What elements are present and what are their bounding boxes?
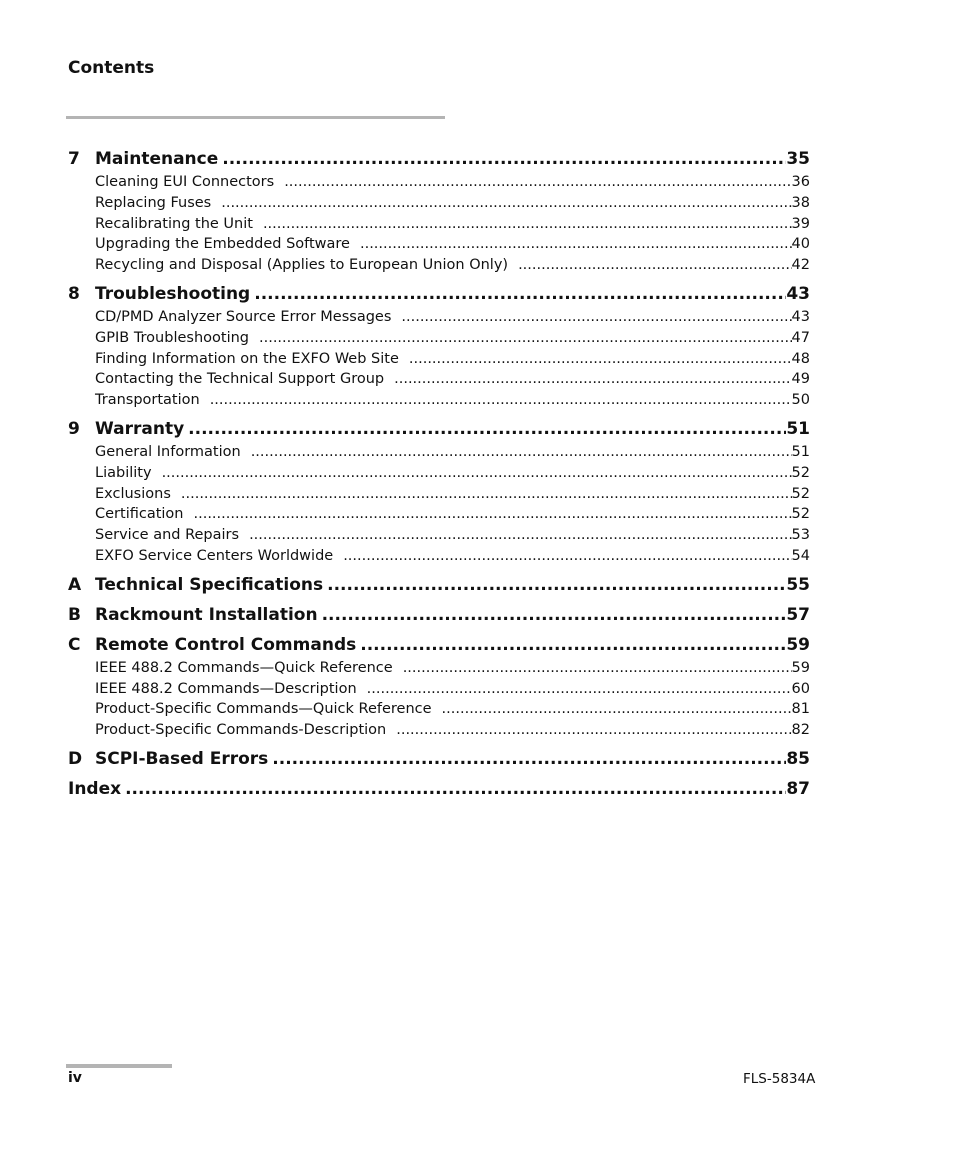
page-title: Contents <box>68 58 155 78</box>
toc-chapter <box>68 778 810 801</box>
toc-chapter-entry[interactable] <box>68 748 810 771</box>
chapter-number: D <box>68 748 83 769</box>
dot-leader <box>162 463 792 484</box>
section-page-number: 49 <box>791 371 810 388</box>
dot-leader <box>263 214 792 235</box>
toc-chapter-entry[interactable] <box>68 283 810 306</box>
section-title: EXFO Service Centers Worldwide <box>95 547 334 564</box>
toc-section-entry[interactable] <box>68 679 810 700</box>
section-page-number: 52 <box>791 506 810 523</box>
dot-leader <box>409 349 792 370</box>
toc-section-entry[interactable] <box>68 369 810 390</box>
section-page-number: 52 <box>791 464 810 481</box>
dot-leader <box>272 748 786 771</box>
section-title: Certification <box>95 506 184 523</box>
chapter-page-number: 85 <box>786 748 810 769</box>
section-page-number: 50 <box>791 392 810 409</box>
dot-leader <box>322 604 787 627</box>
dot-leader <box>249 525 791 546</box>
toc-section-entry[interactable] <box>68 349 810 370</box>
chapter-number: C <box>68 634 81 655</box>
chapter-page-number: 59 <box>786 634 810 655</box>
chapter-title: Troubleshooting <box>95 283 251 304</box>
chapter-number: A <box>68 574 82 595</box>
toc-section-list <box>68 658 810 741</box>
section-title: Upgrading the Embedded Software <box>95 236 350 253</box>
section-title: CD/PMD Analyzer Source Error Messages <box>95 308 392 325</box>
toc-section-entry[interactable] <box>68 328 810 349</box>
dot-leader <box>210 390 792 411</box>
chapter-title: Maintenance <box>95 149 219 169</box>
toc-section-entry[interactable] <box>68 255 810 276</box>
section-title: Liability <box>95 464 152 481</box>
toc-section-entry[interactable] <box>68 720 810 741</box>
toc-section-entry[interactable] <box>68 699 810 720</box>
dot-leader <box>367 679 792 700</box>
section-title: Contacting the Technical Support Group <box>95 371 385 388</box>
section-title: Exclusions <box>95 485 171 502</box>
section-title: GPIB Troubleshooting <box>95 329 249 346</box>
section-page-number: 39 <box>791 215 810 232</box>
toc-section-entry[interactable] <box>68 214 810 235</box>
dot-leader <box>251 442 792 463</box>
dot-leader <box>518 255 791 276</box>
section-title: General Information <box>95 443 241 460</box>
chapter-number: 8 <box>68 283 80 304</box>
section-page-number: 59 <box>791 659 810 676</box>
header-divider <box>66 116 445 119</box>
section-title: Recycling and Disposal (Applies to European Union Only) <box>95 257 509 274</box>
dot-leader <box>403 658 792 679</box>
toc-section-entry[interactable] <box>68 307 810 328</box>
section-page-number: 42 <box>791 257 810 274</box>
toc-chapter-entry[interactable] <box>68 634 810 657</box>
section-title: Product-Specific Commands-Description <box>95 722 387 739</box>
toc-chapter-entry[interactable] <box>68 778 810 801</box>
section-title: IEEE 488.2 Commands—Quick Reference <box>95 659 393 676</box>
section-page-number: 47 <box>791 329 810 346</box>
footer-page-number: iv <box>68 1070 82 1086</box>
toc-chapter <box>68 634 810 741</box>
toc-chapter-entry[interactable] <box>68 574 810 597</box>
section-title: Service and Repairs <box>95 527 240 544</box>
section-title: Replacing Fuses <box>95 194 212 211</box>
toc-chapter <box>68 418 810 567</box>
chapter-title: Technical Specifications <box>95 574 324 595</box>
chapter-page-number: 87 <box>786 778 810 799</box>
toc-chapter-entry[interactable] <box>68 418 810 441</box>
section-page-number: 82 <box>791 722 810 739</box>
toc-section-entry[interactable] <box>68 658 810 679</box>
dot-leader <box>360 234 792 255</box>
table-of-contents <box>68 148 810 808</box>
dot-leader <box>360 634 786 657</box>
chapter-title: SCPI-Based Errors <box>95 748 269 769</box>
section-title: Cleaning EUI Connectors <box>95 174 275 190</box>
toc-chapter <box>68 748 810 771</box>
toc-section-list <box>68 307 810 411</box>
toc-section-entry[interactable] <box>68 504 810 525</box>
toc-chapter-entry[interactable] <box>68 148 810 171</box>
toc-chapter <box>68 574 810 597</box>
footer-divider <box>66 1064 172 1068</box>
section-page-number: 81 <box>791 701 810 718</box>
chapter-page-number: 43 <box>786 283 810 304</box>
section-page-number: 60 <box>791 680 810 697</box>
dot-leader <box>259 328 792 349</box>
section-page-number: 40 <box>791 236 810 253</box>
toc-chapter <box>68 604 810 627</box>
section-page-number: 38 <box>791 194 810 211</box>
toc-section-entry[interactable] <box>68 172 810 193</box>
dot-leader <box>284 172 791 193</box>
section-page-number: 51 <box>791 443 810 460</box>
toc-section-list <box>68 172 810 276</box>
section-page-number: 36 <box>791 174 810 190</box>
toc-section-entry[interactable] <box>68 546 810 567</box>
chapter-page-number: 51 <box>786 418 810 439</box>
section-title: Finding Information on the EXFO Web Site <box>95 350 399 367</box>
toc-section-entry[interactable] <box>68 484 810 505</box>
toc-chapter-entry[interactable] <box>68 604 810 627</box>
dot-leader <box>194 504 792 525</box>
chapter-title: Rackmount Installation <box>95 604 318 625</box>
chapter-number: 9 <box>68 418 80 439</box>
toc-section-entry[interactable] <box>68 525 810 546</box>
section-page-number: 53 <box>791 527 810 544</box>
dot-leader <box>327 574 786 597</box>
toc-section-list <box>68 442 810 567</box>
dot-leader <box>221 193 791 214</box>
toc-chapter <box>68 148 810 276</box>
chapter-title: Index <box>68 778 122 799</box>
dot-leader <box>222 148 786 171</box>
toc-chapter <box>68 283 810 411</box>
dot-leader <box>343 546 791 567</box>
section-title: Transportation <box>95 392 200 409</box>
dot-leader <box>442 699 792 720</box>
dot-leader <box>125 778 786 801</box>
dot-leader <box>181 484 792 505</box>
toc-section-entry[interactable] <box>68 234 810 255</box>
chapter-page-number: 55 <box>786 574 810 595</box>
section-page-number: 52 <box>791 485 810 502</box>
section-title: Recalibrating the Unit <box>95 215 253 232</box>
chapter-number: B <box>68 604 81 625</box>
section-title: Product-Specific Commands—Quick Reference <box>95 701 432 718</box>
chapter-page-number: 35 <box>786 149 810 169</box>
chapter-title: Warranty <box>95 418 185 439</box>
chapter-page-number: 57 <box>786 604 810 625</box>
chapter-title: Remote Control Commands <box>95 634 357 655</box>
dot-leader <box>254 283 786 306</box>
section-title: IEEE 488.2 Commands—Description <box>95 680 357 697</box>
dot-leader <box>396 720 791 741</box>
toc-section-entry[interactable] <box>68 442 810 463</box>
section-page-number: 54 <box>791 547 810 564</box>
toc-section-entry[interactable] <box>68 463 810 484</box>
dot-leader <box>188 418 786 441</box>
section-page-number: 48 <box>791 350 810 367</box>
chapter-number: 7 <box>68 149 80 169</box>
toc-section-entry[interactable] <box>68 193 810 214</box>
dot-leader <box>401 307 791 328</box>
toc-section-entry[interactable] <box>68 390 810 411</box>
section-page-number: 43 <box>791 308 810 325</box>
dot-leader <box>394 369 791 390</box>
footer-document-id: FLS-5834A <box>743 1071 816 1087</box>
